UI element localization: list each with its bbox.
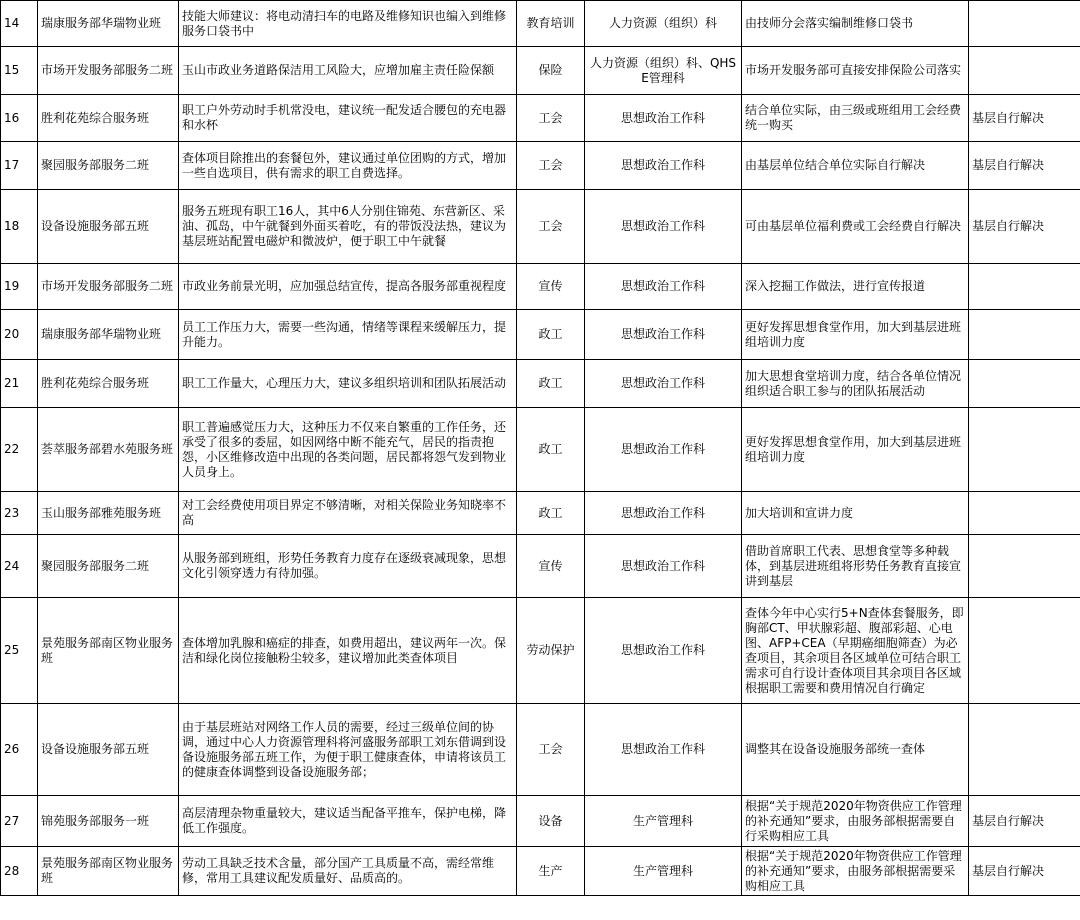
note xyxy=(969,598,1080,704)
category: 劳动保护 xyxy=(517,598,585,704)
team-name: 设备设施服务部五班 xyxy=(38,190,179,264)
row-number: 28 xyxy=(1,847,38,896)
row-number: 24 xyxy=(1,535,38,598)
row-number: 15 xyxy=(1,47,38,95)
team-name: 胜利花苑综合服务班 xyxy=(38,95,179,142)
table-row xyxy=(1,310,1080,360)
team-name: 瑞康服务部华瑞物业班 xyxy=(38,1,179,47)
solution-text: 根据“关于规范2020年物资供应工作管理的补充通知”要求，由服务部根据需要采购相应工具 xyxy=(742,847,969,896)
table-row xyxy=(1,408,1080,492)
table-row xyxy=(1,535,1080,598)
suggestion-text: 由于基层班站对网络工作人员的需要，经过三级单位间的协调，通过中心人力资源管理科将河盛服务部职工刘东借调到设备设施服务部五班工作，为便于职工健康查体，申请将该员工的健康查体调整到设备设施服务部； xyxy=(179,704,517,796)
team-name: 景苑服务部南区物业服务班 xyxy=(38,598,179,704)
category: 政工 xyxy=(517,360,585,408)
team-name: 市场开发服务部服务二班 xyxy=(38,264,179,310)
category: 教育培训 xyxy=(517,1,585,47)
row-number: 22 xyxy=(1,408,38,492)
note xyxy=(969,408,1080,492)
solution-text: 深入挖掘工作做法，进行宣传报道 xyxy=(742,264,969,310)
table-row xyxy=(1,704,1080,796)
table-row xyxy=(1,360,1080,408)
category: 政工 xyxy=(517,492,585,535)
responsible-dept: 生产管理科 xyxy=(585,847,742,896)
note xyxy=(969,535,1080,598)
suggestion-text: 玉山市政业务道路保洁用工风险大，应增加雇主责任险保额 xyxy=(179,47,517,95)
suggestion-text: 劳动工具缺乏技术含量，部分国产工具质量不高，需经常维修，常用工具建议配发质量好、品质高的。 xyxy=(179,847,517,896)
solution-text: 根据“关于规范2020年物资供应工作管理的补充通知”要求，由服务部根据需要自行采购相应工具 xyxy=(742,796,969,847)
suggestion-text: 高层清理杂物重量较大，建议适当配备平推车，保护电梯，降低工作强度。 xyxy=(179,796,517,847)
suggestion-text: 从服务部到班组，形势任务教育力度存在逐级衰减现象，思想文化引领穿透力有待加强。 xyxy=(179,535,517,598)
responsible-dept: 生产管理科 xyxy=(585,796,742,847)
category: 生产 xyxy=(517,847,585,896)
responsible-dept: 人力资源（组织）科、QHSE管理科 xyxy=(585,47,742,95)
suggestion-text: 员工工作压力大，需要一些沟通，情绪等课程来缓解压力，提升能力。 xyxy=(179,310,517,360)
category: 宣传 xyxy=(517,264,585,310)
table-row xyxy=(1,47,1080,95)
solution-text: 加大思想食堂培训力度，结合各单位情况组织适合职工参与的团队拓展活动 xyxy=(742,360,969,408)
solution-text: 市场开发服务部可直接安排保险公司落实 xyxy=(742,47,969,95)
solution-text: 结合单位实际，由三级或班组用工会经费统一购买 xyxy=(742,95,969,142)
solution-text: 更好发挥思想食堂作用，加大到基层进班组培训力度 xyxy=(742,310,969,360)
suggestion-text: 查体项目除推出的套餐包外，建议通过单位团购的方式，增加一些自选项目，供有需求的职工自费选择。 xyxy=(179,142,517,190)
row-number: 18 xyxy=(1,190,38,264)
responsible-dept: 思想政治工作科 xyxy=(585,190,742,264)
suggestion-text: 技能大师建议：将电动清扫车的电路及维修知识也编入到维修服务口袋书中 xyxy=(179,1,517,47)
note xyxy=(969,310,1080,360)
table-row xyxy=(1,264,1080,310)
row-number: 14 xyxy=(1,1,38,47)
suggestion-text: 职工户外劳动时手机常没电，建议统一配发适合腰包的充电器和水杯 xyxy=(179,95,517,142)
note: 基层自行解决 xyxy=(969,190,1080,264)
solution-text: 由基层单位结合单位实际自行解决 xyxy=(742,142,969,190)
team-name: 设备设施服务部五班 xyxy=(38,704,179,796)
note xyxy=(969,264,1080,310)
team-name: 荟萃服务部碧水苑服务班 xyxy=(38,408,179,492)
row-number: 25 xyxy=(1,598,38,704)
note: 基层自行解决 xyxy=(969,796,1080,847)
responsible-dept: 思想政治工作科 xyxy=(585,598,742,704)
table-row xyxy=(1,95,1080,142)
responsible-dept: 思想政治工作科 xyxy=(585,408,742,492)
team-name: 聚园服务部服务二班 xyxy=(38,142,179,190)
table-row xyxy=(1,142,1080,190)
responsible-dept: 思想政治工作科 xyxy=(585,142,742,190)
row-number: 17 xyxy=(1,142,38,190)
suggestion-text: 对工会经费使用项目界定不够清晰，对相关保险业务知晓率不高 xyxy=(179,492,517,535)
table-row xyxy=(1,190,1080,264)
category: 工会 xyxy=(517,190,585,264)
row-number: 16 xyxy=(1,95,38,142)
row-number: 19 xyxy=(1,264,38,310)
suggestion-text: 职工普遍感觉压力大，这种压力不仅来自繁重的工作任务，还承受了很多的委屈，如因网络中断不能充气，居民的指责抱怨，小区维修改造中出现的各类问题，居民都将怨气发到物业人员身上。 xyxy=(179,408,517,492)
note xyxy=(969,1,1080,47)
team-name: 聚园服务部服务二班 xyxy=(38,535,179,598)
row-number: 20 xyxy=(1,310,38,360)
category: 工会 xyxy=(517,95,585,142)
team-name: 胜利花苑综合服务班 xyxy=(38,360,179,408)
suggestion-text: 市政业务前景光明，应加强总结宣传，提高各服务部重视程度 xyxy=(179,264,517,310)
responsible-dept: 思想政治工作科 xyxy=(585,704,742,796)
note xyxy=(969,704,1080,796)
note: 基层自行解决 xyxy=(969,142,1080,190)
table-row xyxy=(1,598,1080,704)
responsible-dept: 思想政治工作科 xyxy=(585,264,742,310)
row-number: 21 xyxy=(1,360,38,408)
team-name: 景苑服务部南区物业服务班 xyxy=(38,847,179,896)
solution-text: 更好发挥思想食堂作用，加大到基层进班组培训力度 xyxy=(742,408,969,492)
table-row xyxy=(1,1,1080,47)
row-number: 26 xyxy=(1,704,38,796)
category: 宣传 xyxy=(517,535,585,598)
responsible-dept: 思想政治工作科 xyxy=(585,95,742,142)
responsible-dept: 思想政治工作科 xyxy=(585,535,742,598)
team-name: 市场开发服务部服务二班 xyxy=(38,47,179,95)
team-name: 锦苑服务部服务一班 xyxy=(38,796,179,847)
category: 工会 xyxy=(517,704,585,796)
solution-text: 借助首席职工代表、思想食堂等多种载体，到基层进班组将形势任务教育直接宣讲到基层 xyxy=(742,535,969,598)
row-number: 27 xyxy=(1,796,38,847)
team-name: 瑞康服务部华瑞物业班 xyxy=(38,310,179,360)
responsible-dept: 思想政治工作科 xyxy=(585,492,742,535)
note: 基层自行解决 xyxy=(969,95,1080,142)
suggestion-text: 查体增加乳腺和癌症的排查，如费用超出，建议两年一次。保洁和绿化岗位接触粉尘较多，建议增加此类查体项目 xyxy=(179,598,517,704)
row-number: 23 xyxy=(1,492,38,535)
category: 政工 xyxy=(517,408,585,492)
category: 工会 xyxy=(517,142,585,190)
note xyxy=(969,360,1080,408)
responsible-dept: 思想政治工作科 xyxy=(585,360,742,408)
team-name: 玉山服务部雅苑服务班 xyxy=(38,492,179,535)
responsible-dept: 思想政治工作科 xyxy=(585,310,742,360)
solution-text: 调整其在设备设施服务部统一查体 xyxy=(742,704,969,796)
category: 设备 xyxy=(517,796,585,847)
suggestion-text: 职工工作量大，心理压力大，建议多组织培训和团队拓展活动 xyxy=(179,360,517,408)
suggestion-text: 服务五班现有职工16人，其中6人分别住锦苑、东营新区、采油、孤岛，中午就餐到外面买着吃，有的带饭没法热，建议为基层班站配置电磁炉和微波炉，便于职工中午就餐 xyxy=(179,190,517,264)
solution-text: 可由基层单位福利费或工会经费自行解决 xyxy=(742,190,969,264)
note xyxy=(969,492,1080,535)
solution-text: 查体今年中心实行5+N查体套餐服务，即胸部CT、甲状腺彩超、腹部彩超、心电图、AFP+CEA（早期癌细胞筛查）为必查项目，其余项目各区域单位可结合职工需求可自行设计查体项目其余项目各区域根据职工需要和费用情况自行确定 xyxy=(742,598,969,704)
category: 保险 xyxy=(517,47,585,95)
note xyxy=(969,47,1080,95)
table-row xyxy=(1,847,1080,896)
category: 政工 xyxy=(517,310,585,360)
table-row xyxy=(1,492,1080,535)
solution-text: 由技师分会落实编制维修口袋书 xyxy=(742,1,969,47)
note: 基层自行解决 xyxy=(969,847,1080,896)
solution-text: 加大培训和宣讲力度 xyxy=(742,492,969,535)
responsible-dept: 人力资源（组织）科 xyxy=(585,1,742,47)
table-row xyxy=(1,796,1080,847)
